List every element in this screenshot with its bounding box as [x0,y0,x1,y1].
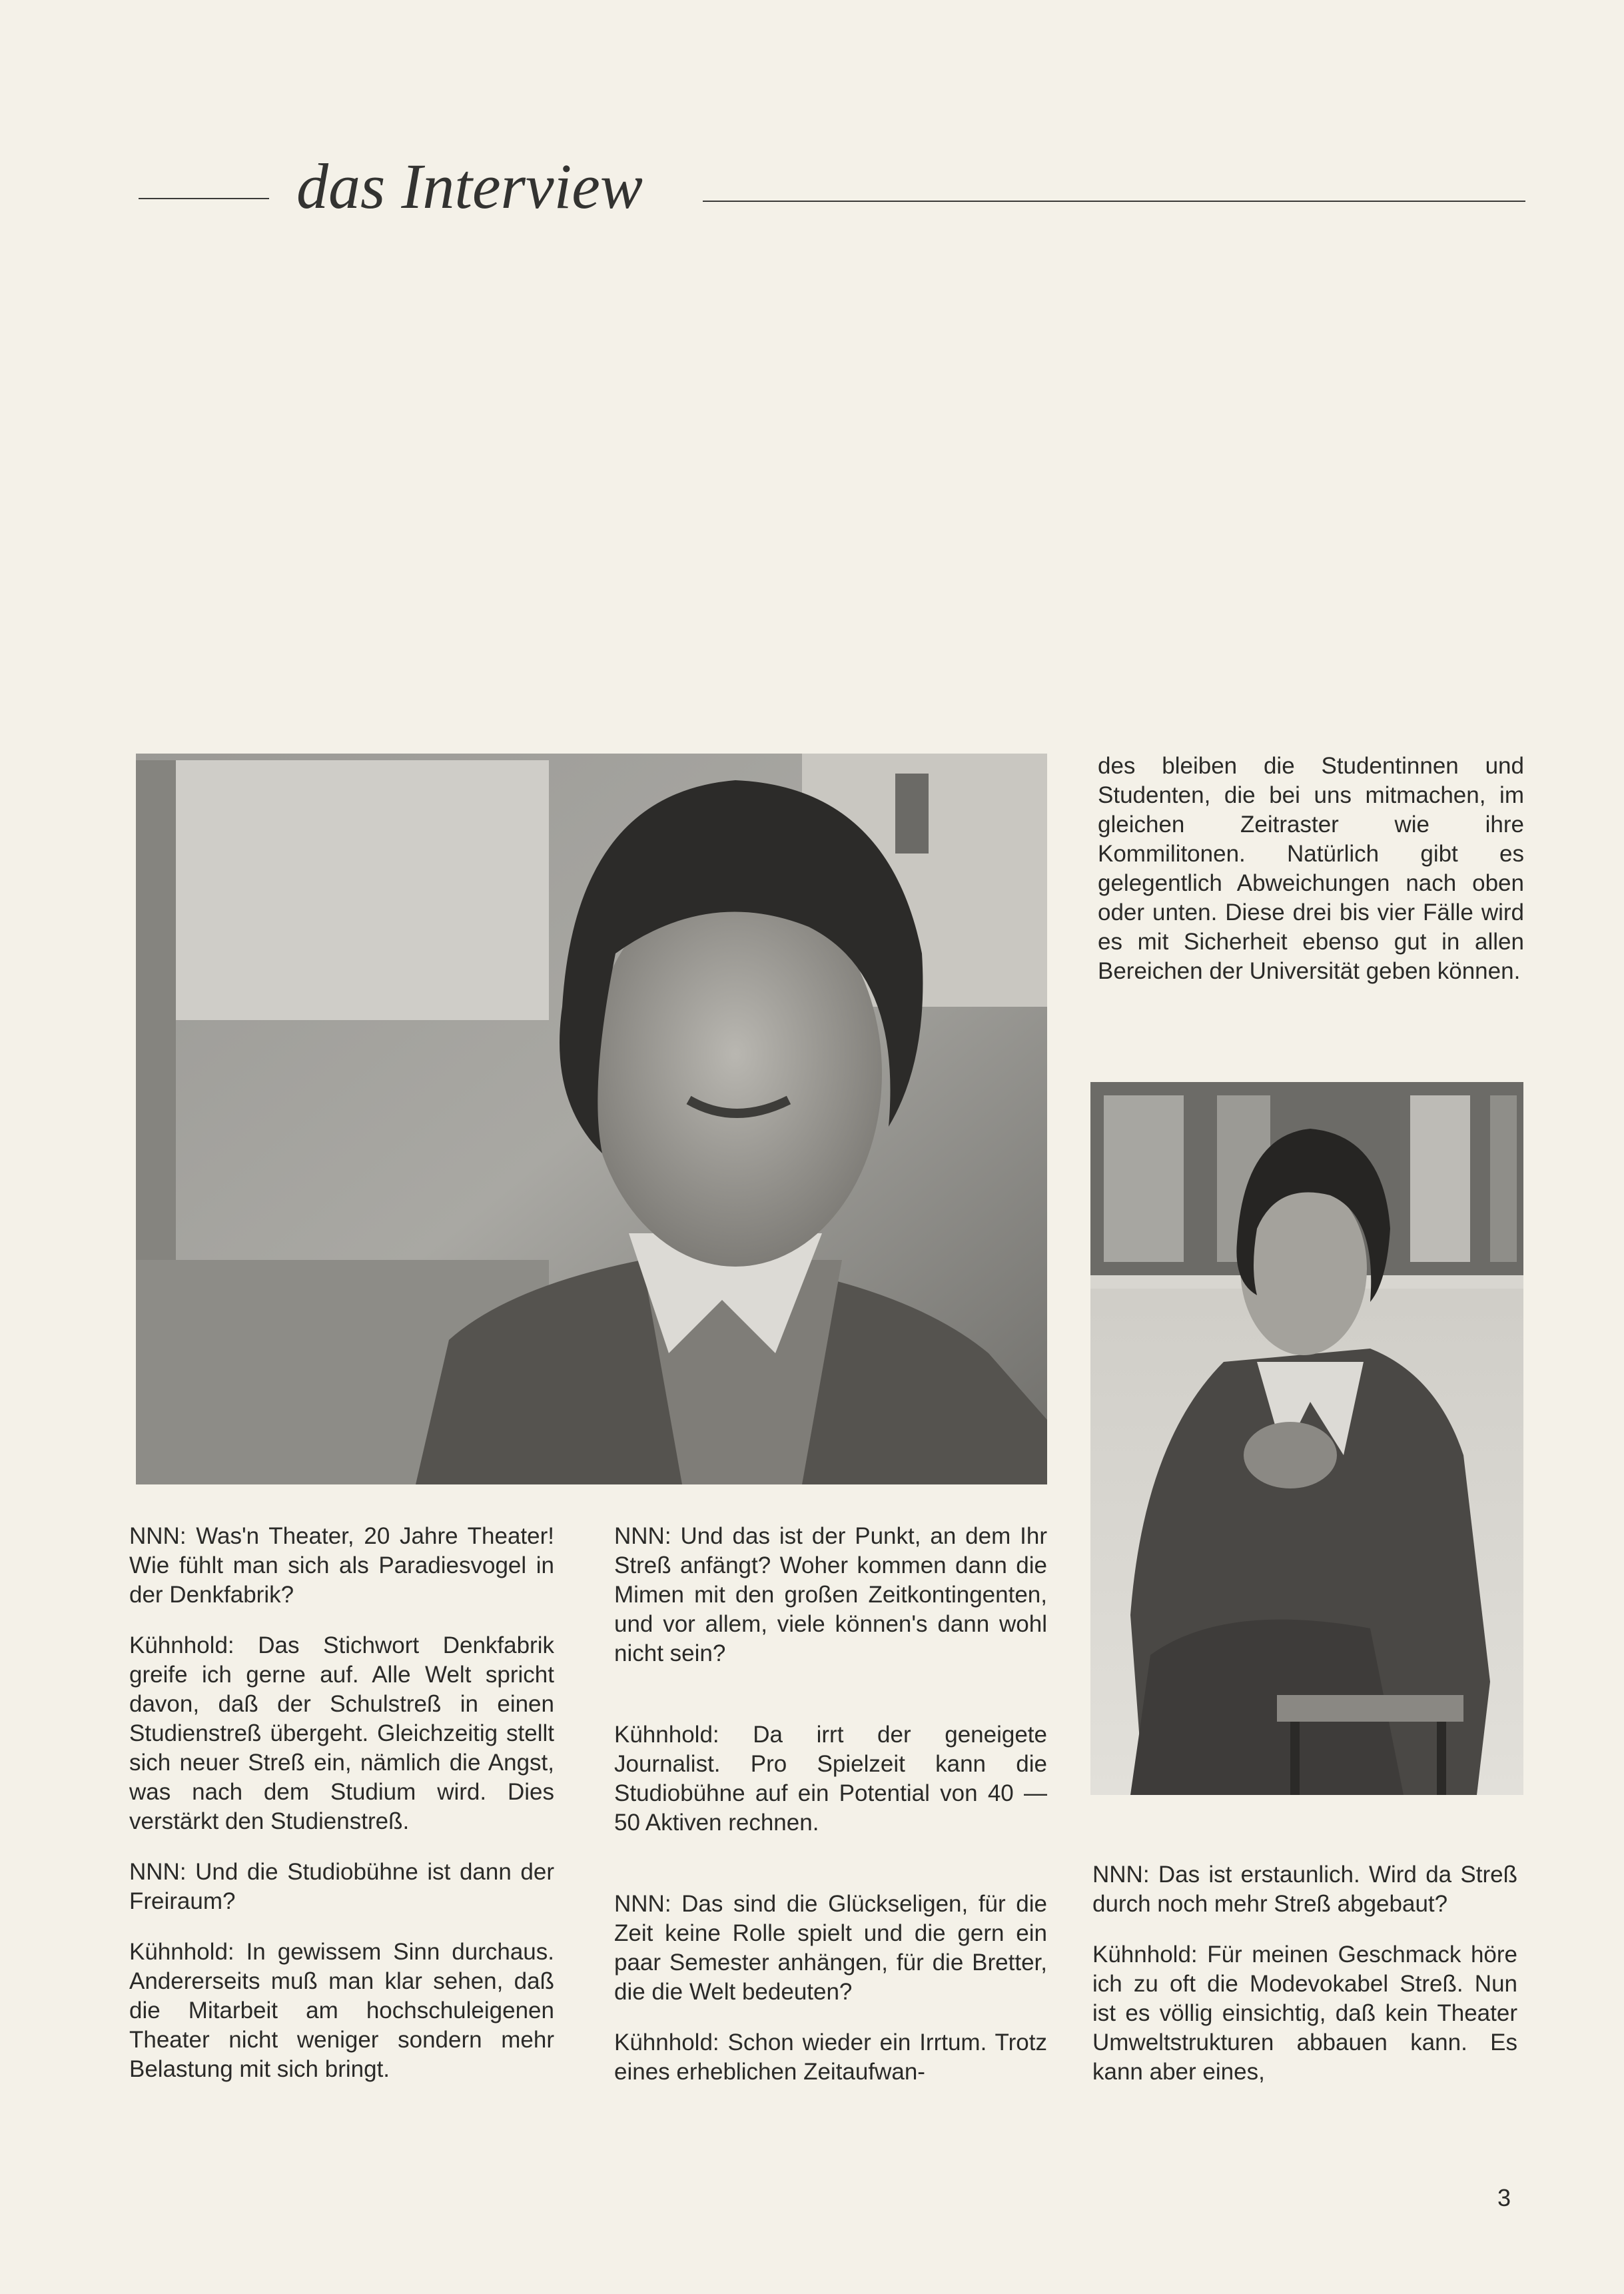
paragraph: des bleiben die Studentinnen und Studenten, die bei uns mitmachen, im gleichen Zeitraster wie ihre Kommilitonen. Natürlich gibt es gelegentlich Abweichungen nach oben oder unten. Diese drei bis vier Fälle wird es mit Sicherheit ebenso gut in allen Bereichen der Universität geben können. [1098,753,1524,984]
column-right-bottom [1092,1860,1517,2108]
paragraph: Kühnhold: Da irrt der geneigete Journalist. Pro Spielzeit kann die Studiobühne auf ein Potential von 40 — 50 Aktiven rechnen. [614,1722,1047,1836]
heading-rule-left [139,198,269,199]
column-middle [614,1522,1047,2108]
page-number: 3 [1497,2184,1511,2211]
paragraph: Kühnhold: In gewissem Sinn durchaus. Andererseits muß man klar sehen, daß die Mitarbeit am hochschuleigenen Theater nicht weniger sondern mehr Belastung mit sich bringt. [129,1939,554,2082]
portrait-photo-large [136,754,1047,1484]
paragraph: NNN: Das ist erstaunlich. Wird da Streß durch noch mehr Streß abgebaut? [1092,1862,1517,1917]
section-heading: das Interview [296,151,643,222]
paragraph: NNN: Was'n Theater, 20 Jahre Theater! Wie fühlt man sich als Paradiesvogel in der Denkfabrik? [129,1523,554,1608]
paragraph: Kühnhold: Für meinen Geschmack höre ich zu oft die Modevokabel Streß. Nun ist es völlig einsichtig, daß kein Theater Umweltstrukturen abbauen kann. Es kann aber eines, [1092,1942,1517,2085]
seated-photo-small [1090,1082,1523,1795]
paragraph: NNN: Und das ist der Punkt, an dem Ihr Streß anfängt? Woher kommen dann die Mimen mit den großen Zeitkontingenten, und vor allem, viele können's dann wohl nicht sein? [614,1523,1047,1666]
paragraph: Kühnhold: Schon wieder ein Irrtum. Trotz eines erheblichen Zeitaufwan- [614,2029,1047,2085]
column-left [129,1522,554,2105]
column-right-top [1098,752,1524,1007]
paragraph: Kühnhold: Das Stichwort Denkfabrik greife ich gerne auf. Alle Welt spricht davon, daß der Schulstreß in einen Studienstreß übergeht. Gleichzeitig stellt sich neuer Streß ein, nämlich die Angst, was nach dem Studium wird. Dies verstärkt den Studienstreß. [129,1632,554,1834]
paragraph: NNN: Das sind die Glückseligen, für die Zeit keine Rolle spielt und die gern ein paar Semester anhängen, für die Bretter, die die Welt bedeuten? [614,1891,1047,2005]
paragraph: NNN: Und die Studiobühne ist dann der Freiraum? [129,1859,554,1914]
heading-rule-right [703,201,1525,202]
